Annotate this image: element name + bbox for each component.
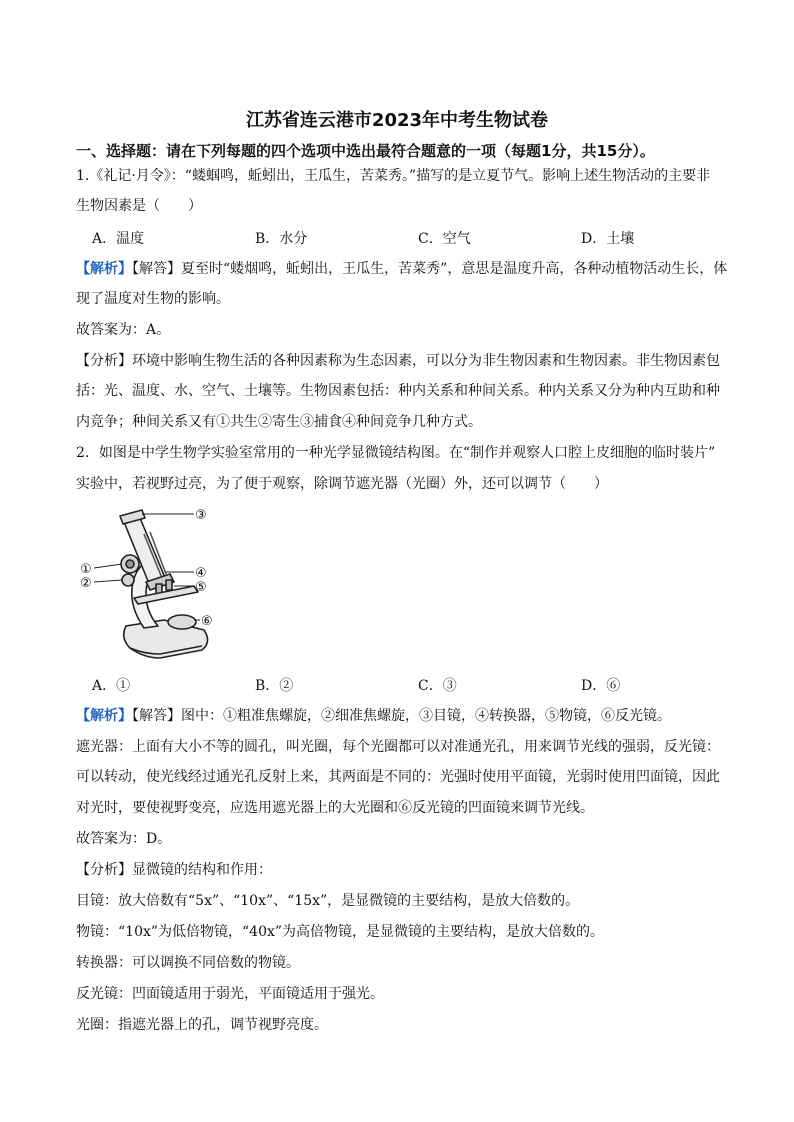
q2-fenxi-line-4: 转换器：可以调换不同倍数的物镜。	[76, 955, 300, 971]
figure-label-3: ③	[195, 508, 207, 523]
q1-analysis-tag: 【解析】	[76, 261, 132, 277]
figure-label-1: ①	[80, 562, 92, 577]
q2-options	[92, 675, 712, 695]
q1-analysis-line-1	[76, 259, 727, 279]
q1-answer: 故答案为：A。	[76, 322, 171, 338]
q2-fenxi-line-5: 反光镜：凹面镜适用于弱光，平面镜适用于强光。	[76, 986, 384, 1002]
q2-fenxi-line-1: 【分析】显微镜的结构和作用：	[76, 862, 272, 878]
q1-options	[92, 228, 712, 248]
q2-analysis-tag: 【解析】	[76, 708, 132, 724]
q1-option-b: B．水分	[255, 231, 308, 247]
q2-answer: 故答案为：D。	[76, 831, 172, 847]
section-heading: 一、选择题：请在下列每题的四个选项中选出最符合题意的一项（每题1分，共15分）。	[76, 142, 655, 160]
q2-option-b: B．②	[255, 678, 294, 694]
q2-analysis-text: 【解答】图中：①粗准焦螺旋，②细准焦螺旋，③目镜，④转换器，⑤物镜，⑥反光镜。	[132, 708, 671, 724]
figure-label-4: ④	[195, 566, 207, 581]
microscope-figure	[74, 508, 224, 662]
q2-option-d: D．⑥	[581, 678, 621, 694]
figure-label-5: ⑤	[195, 580, 207, 595]
q1-fenxi-line-2: 括：光、温度、水、空气、土壤等。生物因素包括：种内关系和种间关系。种内关系又分为种内互助和种	[76, 383, 720, 399]
q2-option-a: A．①	[92, 678, 131, 694]
q2-stem-line-2: 实验中，若视野过亮，为了便于观察，除调节遮光器（光圈）外，还可以调节（ ）	[76, 476, 608, 492]
figure-label-2: ②	[80, 576, 92, 591]
q2-analysis-line-1	[76, 706, 671, 726]
q1-fenxi-line-3: 内竞争；种间关系又有①共生②寄生③捕食④种间竞争几种方式。	[76, 414, 482, 430]
q1-option-d: D．土壤	[581, 231, 635, 247]
q1-stem-line-1: 1.《礼记·月令》：“蝼蝈鸣，蚯蚓出，王瓜生，苦菜秀。”描写的是立夏节气。影响上述生物活动的主要非	[76, 168, 711, 184]
q2-analysis-line-3: 可以转动，使光线经过通光孔反射上来，其两面是不同的：光强时使用平面镜，光弱时使用凹面镜，因此	[76, 769, 720, 785]
q2-fenxi-line-2: 目镜：放大倍数有“5x”、“10x”、“15x”，是显微镜的主要结构，是放大倍数的。	[76, 893, 580, 909]
q1-stem-line-2: 生物因素是（ ）	[76, 198, 202, 214]
q2-fenxi-line-3: 物镜：“10x”为低倍物镜，“40x”为高倍物镜，是显微镜的主要结构，是放大倍数的。	[76, 924, 605, 940]
q2-option-c: C．③	[418, 678, 457, 694]
q1-analysis-text: 【解答】夏至时“蝼烟鸣，蚯蚓出，王瓜生，苦菜秀”，意思是温度升高，各种动植物活动生长，体	[132, 261, 728, 277]
page-title: 江苏省连云港市2023年中考生物试卷	[245, 110, 549, 131]
q2-analysis-line-4: 对光时，要使视野变亮，应选用遮光器上的大光圈和⑥反光镜的凹面镜来调节光线。	[76, 800, 594, 816]
q2-analysis-line-2: 遮光器：上面有大小不等的圆孔，叫光圈，每个光圈都可以对准通光孔，用来调节光线的强弱，反光镜：	[76, 739, 720, 755]
q2-fenxi-line-6: 光圈：指遮光器上的孔，调节视野亮度。	[76, 1017, 328, 1033]
q1-option-c: C．空气	[418, 231, 471, 247]
q1-analysis-line-2: 现了温度对生物的影响。	[76, 291, 230, 307]
q1-option-a: A．温度	[92, 231, 145, 247]
q1-fenxi-line-1: 【分析】环境中影响生物生活的各种因素称为生态因素，可以分为非生物因素和生物因素。非生物因素包	[76, 353, 720, 369]
figure-label-6: ⑥	[201, 614, 213, 629]
q2-stem-line-1: 2．如图是中学生物学实验室常用的一种光学显微镜结构图。在“制作并观察人口腔上皮细胞的临时装片”	[76, 445, 716, 461]
